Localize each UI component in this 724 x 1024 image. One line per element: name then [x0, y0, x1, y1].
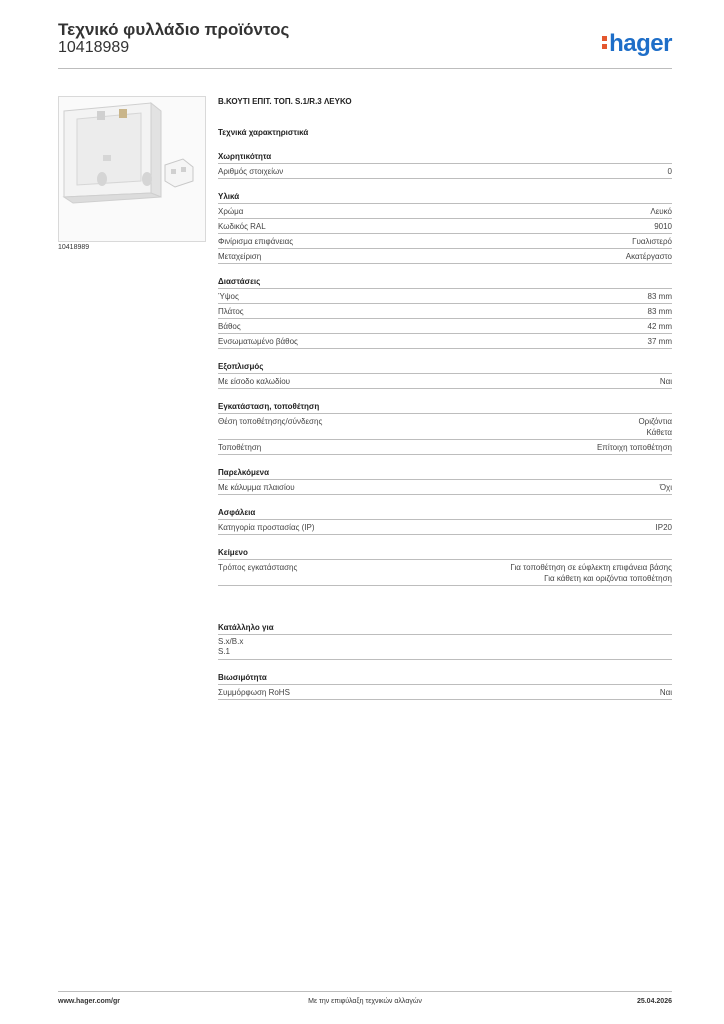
- spec-section: [218, 152, 672, 179]
- spec-value: Ναι: [659, 688, 672, 697]
- spec-row: [218, 164, 672, 179]
- section-title: Χωρητικότητα: [218, 152, 672, 164]
- spec-value: [648, 306, 672, 317]
- spec-value-line: Κάθετα: [646, 428, 672, 437]
- spec-value: [650, 206, 672, 217]
- website-link[interactable]: www.hager.com/gr: [58, 998, 120, 1005]
- spec-label: Χρώμα: [218, 207, 244, 216]
- product-code: 10418989: [58, 39, 130, 56]
- spec-row: [218, 234, 672, 249]
- spec-value-line: 37 mm: [647, 337, 672, 346]
- spec-label: Τρόπος εγκατάστασης: [218, 563, 298, 572]
- spec-row: [218, 204, 672, 219]
- spec-value: [597, 442, 672, 453]
- spec-value: [660, 482, 672, 493]
- technical-heading: Τεχνικά χαρακτηριστικά: [218, 128, 309, 137]
- spec-label: Κωδικός RAL: [218, 222, 266, 231]
- section-title: Εγκατάσταση, τοποθέτηση: [218, 402, 672, 414]
- spec-section: [218, 548, 672, 586]
- spec-section: [218, 402, 672, 455]
- spec-value-line: 42 mm: [647, 322, 672, 331]
- spec-value-line: Όχι: [659, 483, 672, 492]
- section-title: Ασφάλεια: [218, 508, 672, 520]
- suitable-item: S.x/B.x: [218, 637, 244, 646]
- section-title: Διαστάσεις: [218, 277, 672, 289]
- spec-label: Τοποθέτηση: [218, 443, 262, 452]
- spec-label: Θέση τοποθέτησης/σύνδεσης: [218, 417, 323, 426]
- spec-row: [218, 219, 672, 234]
- hager-logo: [602, 30, 672, 58]
- spec-value-line: 83 mm: [647, 307, 672, 316]
- spec-label: Πλάτος: [218, 307, 244, 316]
- spec-row: [218, 520, 672, 535]
- spec-label: Κατηγορία προστασίας (IP): [218, 523, 315, 532]
- section-title: Κείμενο: [218, 548, 672, 560]
- section-title: Παρελκόμενα: [218, 468, 672, 480]
- spec-value: [632, 236, 672, 247]
- spec-label: Με κάλυμμα πλαισίου: [218, 483, 295, 492]
- spec-label: Βάθος: [218, 322, 241, 331]
- spec-label: Συμμόρφωση RoHS: [218, 688, 290, 697]
- spec-row: [218, 319, 672, 334]
- spec-row: [218, 289, 672, 304]
- page-title: Τεχνικό φυλλάδιο προϊόντος: [58, 20, 290, 39]
- spec-value: [648, 291, 672, 302]
- spec-label: Με είσοδο καλωδίου: [218, 377, 291, 386]
- spec-value-line: Λευκό: [650, 207, 672, 216]
- spec-value-line: IP20: [655, 523, 672, 532]
- spec-row: [218, 304, 672, 319]
- section-title: Βιωσιμότητα: [218, 673, 672, 685]
- section-title: Κατάλληλο για: [218, 623, 672, 635]
- spec-value: [656, 522, 672, 533]
- spec-value-line: Γυαλιστερό: [632, 237, 672, 246]
- spec-label: Φινίρισμα επιφάνειας: [218, 237, 294, 246]
- spec-row: [218, 249, 672, 264]
- spec-value-line: Ναι: [659, 377, 672, 386]
- section-title: Υλικά: [218, 192, 672, 204]
- spec-value: [648, 336, 672, 347]
- spec-value-line: Επίτοιχη τοποθέτηση: [596, 443, 672, 452]
- image-caption: 10418989: [58, 244, 90, 251]
- spec-value-line: Για τοποθέτηση σε εύφλεκτη επιφάνεια βάσης: [510, 563, 672, 572]
- spec-value: [660, 376, 672, 387]
- spec-label: Αριθμός στοιχείων: [218, 167, 284, 176]
- spec-label: Ενσωματωμένο βάθος: [218, 337, 298, 346]
- spec-value: [626, 251, 672, 262]
- spec-value-line: 9010: [654, 222, 672, 231]
- suitable-section: [218, 623, 672, 660]
- product-title: Β.ΚΟΥΤΙ ΕΠΙΤ. ΤΟΠ. S.1/R.3 ΛΕΥΚΟ: [218, 97, 352, 106]
- spec-value-line: 83 mm: [647, 292, 672, 301]
- sustainability-section: [218, 673, 672, 700]
- spec-value-line: 0: [667, 167, 672, 176]
- spec-value: [510, 562, 672, 584]
- footer-divider: [58, 991, 672, 992]
- header-divider: [58, 68, 672, 69]
- spec-value: [654, 221, 672, 232]
- spec-section: [218, 508, 672, 535]
- spec-row: [218, 560, 672, 586]
- disclaimer-note: Με την επιφύλαξη τεχνικών αλλαγών: [308, 998, 422, 1005]
- spec-section: [218, 277, 672, 349]
- spec-row: [218, 440, 672, 455]
- product-spec: [218, 97, 672, 713]
- spec-value: [648, 321, 672, 332]
- spec-value: [668, 166, 672, 177]
- spec-section: [218, 468, 672, 495]
- spec-value-line: Οριζόντια: [638, 417, 672, 426]
- spec-sections: [218, 152, 672, 586]
- spec-row: [218, 374, 672, 389]
- logo-text: hager: [609, 30, 672, 57]
- spec-value-line: Για κάθετη και οριζόντια τοποθέτηση: [544, 574, 672, 583]
- document-date: 25.04.2026: [636, 998, 672, 1005]
- spec-value-line: Ακατέργαστο: [625, 252, 672, 261]
- section-title: Εξοπλισμός: [218, 362, 672, 374]
- spec-row: [218, 414, 672, 440]
- suitable-item: S.1: [218, 647, 231, 656]
- surface-box-illustration-icon: [59, 97, 205, 241]
- spec-row: [218, 334, 672, 349]
- spec-label: Ύψος: [218, 292, 239, 301]
- suitable-list: [218, 635, 672, 660]
- spec-value: [638, 416, 672, 438]
- spec-section: [218, 362, 672, 389]
- logo-mark-icon: [602, 30, 607, 52]
- product-image: [58, 96, 206, 242]
- spec-label: Μεταχείριση: [218, 252, 262, 261]
- spec-row: [218, 480, 672, 495]
- spec-row: [218, 685, 672, 700]
- spec-section: [218, 192, 672, 264]
